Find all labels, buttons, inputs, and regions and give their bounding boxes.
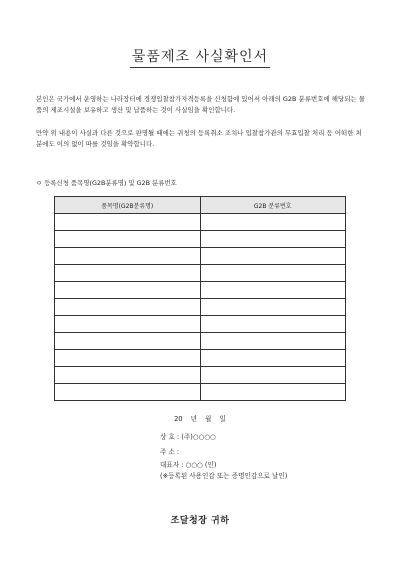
seal-note: (※등록된 사용인감 또는 증명인감으로 날인) — [160, 472, 288, 480]
paragraph-confirmation: 본인은 국가에서 운영하는 나라장터에 경쟁입찰참가자격등록을 신청함에 있어서 아래의 G2B 분류번호에 해당되는 물품의 제조시설을 보유하고 생산 및 납품하는 것이 사실임을 확인합니다. — [36, 95, 365, 114]
g2b-number-cell[interactable] — [200, 231, 346, 248]
table-row — [55, 265, 346, 282]
header-g2b-number: G2B 분류번호 — [200, 197, 346, 214]
g2b-number-cell[interactable] — [200, 384, 346, 401]
table-row — [55, 248, 346, 265]
g2b-number-cell[interactable] — [200, 282, 346, 299]
representative-line: 대표자 : ○○○ (인) — [160, 461, 217, 469]
item-name-cell[interactable] — [55, 350, 201, 367]
address-line: 주 소 : — [160, 448, 180, 456]
item-table — [54, 196, 346, 401]
table-header-row — [55, 197, 346, 214]
g2b-number-cell[interactable] — [200, 316, 346, 333]
table-row — [55, 333, 346, 350]
g2b-number-cell[interactable] — [200, 265, 346, 282]
section-label: ㅇ 등록신청 품목명(G2B분류명) 및 G2B 분류번호 — [36, 179, 177, 187]
item-name-cell[interactable] — [55, 265, 201, 282]
g2b-number-cell[interactable] — [200, 367, 346, 384]
item-name-cell[interactable] — [55, 384, 201, 401]
company-line: 상 호 : (주)○○○○ — [160, 433, 216, 441]
table-row — [55, 214, 346, 231]
item-name-cell[interactable] — [55, 231, 201, 248]
g2b-number-cell[interactable] — [200, 350, 346, 367]
table-row — [55, 350, 346, 367]
recipient-line: 조달청장 귀하 — [170, 516, 230, 526]
document-title-text: 물품제조 사실확인서 — [130, 49, 270, 68]
date-line: 20 년 월 일 — [174, 415, 226, 423]
item-name-cell[interactable] — [55, 316, 201, 333]
item-name-cell[interactable] — [55, 299, 201, 316]
table-row — [55, 282, 346, 299]
item-name-cell[interactable] — [55, 333, 201, 350]
item-name-cell[interactable] — [55, 248, 201, 265]
item-name-cell[interactable] — [55, 367, 201, 384]
item-name-cell[interactable] — [55, 214, 201, 231]
table-row — [55, 316, 346, 333]
g2b-number-cell[interactable] — [200, 214, 346, 231]
table-row — [55, 367, 346, 384]
document-title — [0, 46, 400, 66]
paragraph-pledge: 만약 위 내용이 사실과 다른 것으로 판명될 때에는 귀청의 등록취소 조치나 입찰참가관의 무효입찰 처리 등 어떠한 처분에도 이의 없이 따를 것임을 확약합니다. — [36, 129, 362, 148]
g2b-number-cell[interactable] — [200, 248, 346, 265]
table-row — [55, 299, 346, 316]
g2b-number-cell[interactable] — [200, 299, 346, 316]
table-row — [55, 231, 346, 248]
header-item-name: 품목명(G2B분류명) — [55, 197, 201, 214]
item-name-cell[interactable] — [55, 282, 201, 299]
table-row — [55, 384, 346, 401]
g2b-number-cell[interactable] — [200, 333, 346, 350]
